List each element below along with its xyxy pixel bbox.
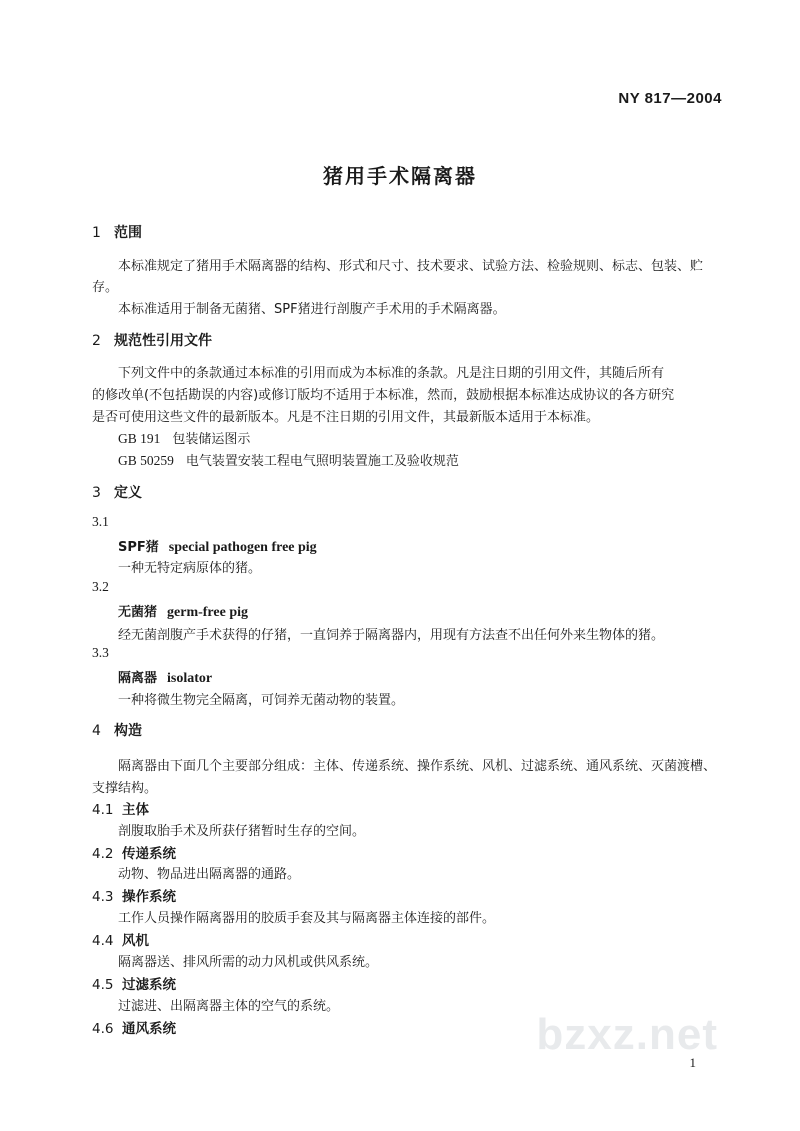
subsection-heading <box>92 1017 176 1037</box>
term-cn: SPF猪 <box>118 540 159 555</box>
subsection-title: 主体 <box>122 802 149 818</box>
subsection-number: 4.6 <box>92 1021 114 1037</box>
term-cn: 隔离器 <box>118 671 158 686</box>
subsection-heading <box>92 798 149 818</box>
section-title: 范围 <box>114 225 142 241</box>
subsection-text: 隔离器送、排风所需的动力风机或供风系统。 <box>118 955 379 970</box>
section-number: 2 <box>92 333 101 349</box>
term-en: germ-free pig <box>167 605 248 620</box>
paragraph: 本标准规定了猪用手术隔离器的结构、形式和尺寸、技术要求、试验方法、检验规则、标志、包装、贮 <box>118 259 704 274</box>
section-number: 4 <box>92 723 101 739</box>
watermark: bzxz.net <box>536 1010 718 1059</box>
section-number: 1 <box>92 225 101 241</box>
ref-name: 电气装置安装工程电气照明装置施工及验收规范 <box>185 454 459 469</box>
term <box>118 667 212 687</box>
subsection-number: 4.2 <box>92 846 114 862</box>
term <box>118 536 317 556</box>
paragraph-cont: 是否可使用这些文件的最新版本。凡是不注日期的引用文件，其最新版本适用于本标准。 <box>92 410 600 425</box>
term <box>118 601 248 621</box>
subsection-heading <box>92 973 176 993</box>
clause-number: 3.3 <box>92 645 109 660</box>
subsection-title: 风机 <box>122 933 149 949</box>
paragraph: 本标准适用于制备无菌猪、SPF猪进行剖腹产手术用的手术隔离器。 <box>118 302 506 317</box>
standard-number: NY 817—2004 <box>618 90 722 107</box>
paragraph-cont: 的修改单(不包括勘误的内容)或修订版均不适用于本标准，然而，鼓励根据本标准达成协议的各方研究 <box>92 388 675 403</box>
paragraph-cont: 支撑结构。 <box>92 781 158 796</box>
term-cn: 无菌猪 <box>118 605 158 620</box>
section-1-heading <box>92 222 142 242</box>
section-title: 定义 <box>114 485 142 501</box>
page-number: 1 <box>689 1055 696 1070</box>
document-title: 猪用手术隔离器 <box>323 164 477 188</box>
term-en: special pathogen free pig <box>168 540 317 555</box>
subsection-title: 传递系统 <box>122 846 176 862</box>
section-title: 构造 <box>114 723 142 739</box>
subsection-heading <box>92 842 176 862</box>
definition: 经无菌剖腹产手术获得的仔猪，一直饲养于隔离器内，用现有方法查不出任何外来生物体的猪。 <box>118 628 665 643</box>
subsection-text: 过滤进、出隔离器主体的空气的系统。 <box>118 999 340 1014</box>
subsection-text: 动物、物品进出隔离器的通路。 <box>118 867 301 882</box>
definition: 一种将微生物完全隔离，可饲养无菌动物的装置。 <box>118 693 405 708</box>
subsection-title: 过滤系统 <box>122 977 176 993</box>
reference-item <box>118 450 459 469</box>
subsection-title: 操作系统 <box>122 889 176 905</box>
subsection-heading <box>92 885 176 905</box>
term-en: isolator <box>167 671 213 686</box>
reference-item <box>118 428 250 447</box>
ref-code: GB 50259 <box>118 453 174 468</box>
subsection-text: 剖腹取胎手术及所获仔猪暂时生存的空间。 <box>118 824 366 839</box>
paragraph: 隔离器由下面几个主要部分组成：主体、传递系统、操作系统、风机、过滤系统、通风系统、灭菌渡槽、 <box>118 759 717 774</box>
section-number: 3 <box>92 485 101 501</box>
clause-number: 3.1 <box>92 514 109 529</box>
subsection-title: 通风系统 <box>122 1021 176 1037</box>
ref-name: 包装储运图示 <box>172 432 251 447</box>
definition: 一种无特定病原体的猪。 <box>118 561 262 576</box>
subsection-number: 4.3 <box>92 889 114 905</box>
section-4-heading <box>92 720 142 740</box>
subsection-heading <box>92 929 149 949</box>
section-2-heading <box>92 330 212 350</box>
section-3-heading <box>92 482 142 502</box>
ref-code: GB 191 <box>118 431 161 446</box>
paragraph: 下列文件中的条款通过本标准的引用而成为本标准的条款。凡是注日期的引用文件，其随后所有 <box>118 366 665 381</box>
section-title: 规范性引用文件 <box>114 333 212 349</box>
subsection-number: 4.4 <box>92 933 114 949</box>
subsection-number: 4.1 <box>92 802 114 818</box>
paragraph-cont: 存。 <box>92 280 119 295</box>
subsection-text: 工作人员操作隔离器用的胶质手套及其与隔离器主体连接的部件。 <box>118 911 496 926</box>
subsection-number: 4.5 <box>92 977 114 993</box>
clause-number: 3.2 <box>92 579 109 594</box>
